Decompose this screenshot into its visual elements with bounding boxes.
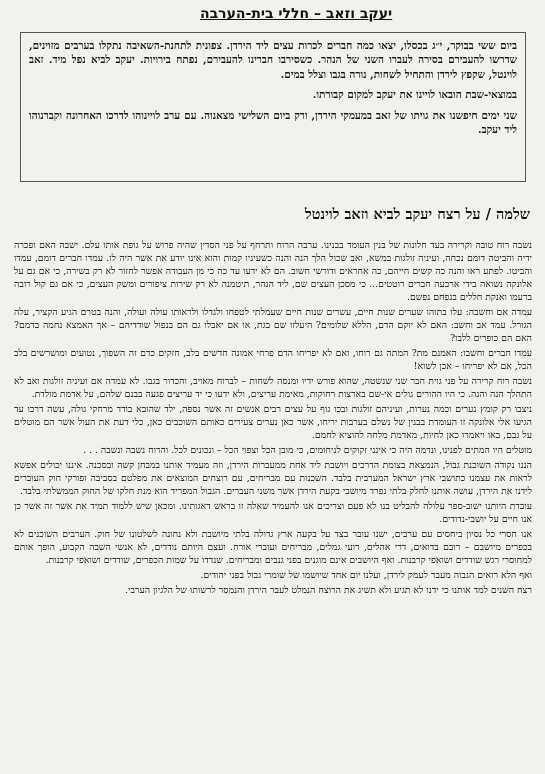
article-body: [14, 239, 532, 599]
article-paragraph: נשבה רוח קרירה על פני גוית חבר שני שנשטה, שהוא פורש ידיו ומנסה לשחות – לברוח מאויב, והכדור בגבו. לא עמדה אם ועיניה זולגות ואב לא התהלך הנה והנה. כי היו ההורים גולים אי-שם בארצות רחוקות, מאימת עריצים, ולא ידעו כי יד עריצים פגעה בבנם שלהם, על אדמת מולדת.: [14, 376, 532, 400]
article-paragraph: מוטלים היו המתים לפנינו, ונדמה היה כי אינני זקוקים לניחומים, כי מובן הכל וצפוי הכל – ונכונים לכל. והרוח נשבה ונשבה . . .: [83, 445, 532, 456]
article-paragraph: רצח השנים למד אותנו כי ידנו לא תגיע ולא תשיג את הרוצח הנמלט לעבר הירדן והנמסר לרשותו של הלגיון הערבי.: [125, 585, 532, 596]
article-paragraph: נשבה רוח טובה וקרירה בעד חלונות של בנין העומד בבנינו. ערבה הרוח ותרחף על פני הסדין שהיה פרוש על גופת אותו עלם. ישבה האם ופכרה ידיה והביטה דומם נכחה, ועיניה זולגות במשא, ואב שכול הלך הנה והנה כשעיניו קמות והוא אינו יודע את אשר היה לו. עמדו חברים דומם, עמדו והביטו. לפתע ראו והנה כה קשים חייהם, כה אחראים ודורשי חשוב. הם לא ידעו עד כה כי מן העבודה אפשר לחזור לא רק בשירה, כי אם גם על אלונקה נשואה בידי ארבעה חברים רוטטים... כי מסכן העצים שם, ליד הנהר, תיטמנה לא רק שירות ציפורים ומשק העצים, כי אם גם קול רובה ברעמו ואנקת חללים בנפחם נפשם.: [14, 240, 532, 303]
article-title: שלמה / על רצח יעקב לביא וזאב לוינטל: [304, 206, 530, 223]
announcement-paragraph-3: שני ימים חיפשנו את גויתו של זאב במעמקי הירדן, ורק ביום השלישי מצאנוה. עם ערב לויינוהו לדרכו האחרונה וקברנוהו ליד יעקב.: [29, 109, 517, 137]
article-paragraph: הננו נקודה השוכנת גבול, הנמצאת בצומת הדרכים ויושבת ליד אחת ממעברות הירדן, וזה מעמיד אותנו במבחן קשה ובסכנה. איננו יכולים אפשא לראות את עצמנו כתושבי ארץ ישראל המערבית בלבד. השכנות עם מבריחים, עם רוצחים המוצאים את מפלטם בסביבה ופורקי חוק העוברים לידנו את הירדן, עושה אותנו לחלק בלתי נפרד מיושבי בקעת הירדן אשר משני העברים. הגבול המפריד הוא מנת חלקו של החוק הממשלתי בלבד.: [14, 460, 532, 497]
announcement-paragraph-2: במוצאי-שבת הובאו לויינו את יעקב למקום קבורתו.: [312, 89, 517, 102]
article-paragraph: ואף הלא רואים הגבוה מעבר לעמק לירדן, ועלנו יום אחד שיושמו של שומרי גבול בפני יהודים.: [200, 570, 532, 581]
article-paragraph: ניצבו רק קומץ נערים וכמה נערות, ועיניהם זולגות ובכו גוף על עצים רבים אנשים זה אשר נספה, ילד שהובא בודד מרחקי גולה, עשה דרכו עד הגיעו אלי אלונקה זו העומדת בבנין של נשלם בערבות יריחו, אשר כאן נערים צעירים כאותם השוכבים כאן, כלי דעת את העול אשר הם מוטלים על גבם, באו ויאמרו כאן לחיות, מאדמת מלחה להוציא לחמם.: [14, 404, 532, 441]
article-paragraph: עמדו חברים וחשבו: האמנם מת? המתה גם רוחו, ואם לא יפריחו הדם פרחי אמונה חדשים בלב, חזקים כדם זה השפוך, נטועים ומושרשים בלב הכל, אם לא יפריחו – אכן לשוא!: [14, 348, 532, 372]
article-paragraph: עובדת היותנו ישוב-ספר עלולה להבליט בנו לא פעם וצריכים אנו להעמיד שאלה זו בראש דאגותינו. ומכאן שיש ללמוד תמיד את אשר זה אשר כן אנו חיים על יושבי-נדודים.: [14, 501, 532, 525]
page-title: [200, 2, 533, 26]
article-paragraph: אנו חסרי כל נסיון ביחסים עם ערבים, ישנו עובר בצד על בקעה ארץ גדולה בלתי מיושבת ולא נחונה לשלטונו של חוק. הערבים השוכנים לא בכפרים מיושבם – רובם בדואים, דרי אהלים, רועי גמלים, מבריחים ועוברי אורח. ועצם היותם נודדים, לא אנשי השבה הקבוע, הופך אותם למחוסרי רגש שודדים ושואפי קרבנות. ואף היושבים אינם מוגנים בפני גנבים ומבריחים. שנדדו על שמות הכפרים, שודדים ושואפי קרבנות.: [14, 529, 532, 566]
announcement-box: [20, 32, 526, 182]
page-title-text: יעקב וזאב – חללי בית-הערבה: [200, 6, 393, 22]
article-paragraph: עמדה אם וחשבה: עלו בתוהו שערים שנות חיים, עשרים שנות חיים שעמלתי לטפחו ולגדלו ולראותו עולה ועולה, והנה בטרם הגיע הקציר, עלה הגורל. עמד אב וחשב: האם לא יוקם הדם, הללא שלומים? היעלזו שם בגת, או אם יאבלו גם הם בנפול שודדיהם – אך האמצא נחמה בדמם? האם הם כופרים ללבו?: [14, 307, 532, 344]
announcement-paragraph-1: ביום ששי בבוקר, י״ג בכסלו, יצאו כמה חברים לכרות עצים ליד הירדן. צפונית לתחנת-השאיבה נתקלו בערבים מזוינים, שדרשו להעבירם בסירה לעברו השני של הנהר. כשסירבו חברינו להעבירם, נפתח בירויות. יעקב לביא נפל מיד. זאב לוינטל, שקפץ לירדן והתחיל לשחות, נורה בגבו וצלל במים.: [29, 40, 517, 81]
